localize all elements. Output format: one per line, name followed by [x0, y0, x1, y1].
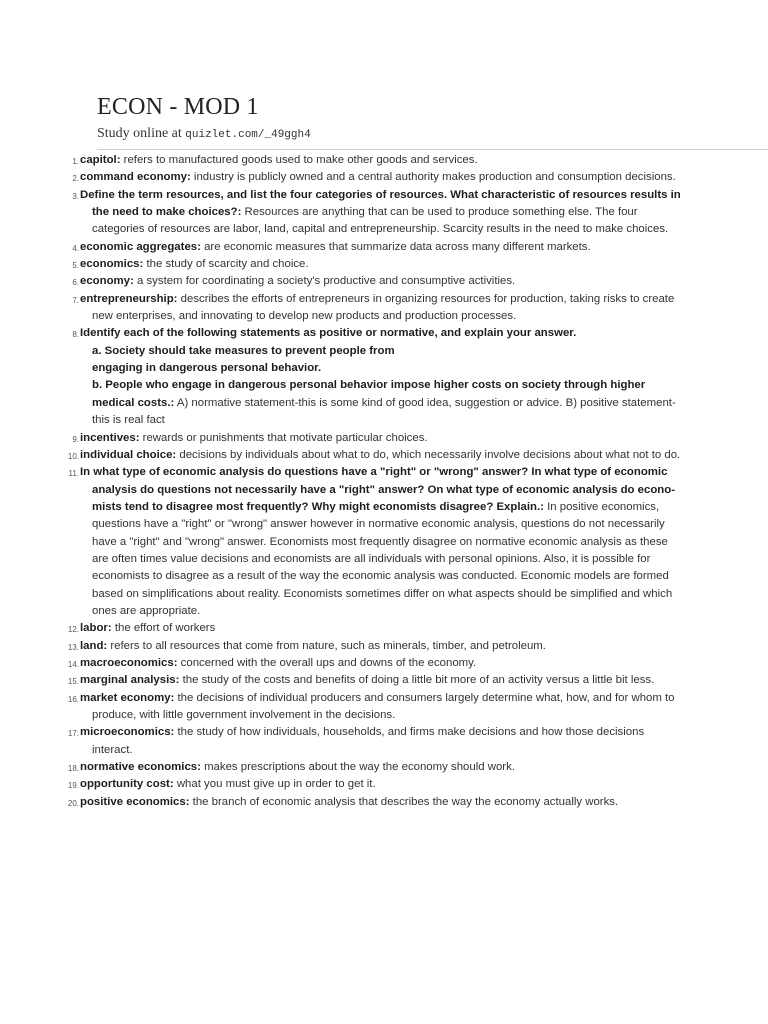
list-item — [64, 672, 684, 689]
item-term: land: — [80, 639, 108, 652]
item-number: 3. — [72, 191, 79, 201]
item-number: 8. — [72, 330, 79, 340]
item-term: command economy: — [80, 171, 191, 184]
item-definition: the study of scarcity and choice. — [143, 258, 309, 271]
item-term: positive economics: — [80, 795, 190, 808]
item-number: 5. — [72, 261, 79, 271]
item-term: In what type of economic analysis do questions have a "right" or "wrong" answer? In what type of economic analysis do questions not necessarily have a "right" answer? On what type of economic analysis do econo- mists tend to disagree most frequently? Why might economists disagree? Explain.: — [80, 466, 676, 513]
item-term: normative economics: — [80, 761, 201, 774]
study-online-prefix: Study online at — [97, 126, 186, 141]
list-item — [64, 655, 684, 672]
list-item — [64, 273, 684, 290]
item-number: 2. — [72, 174, 79, 184]
item-term: marginal analysis: — [80, 674, 180, 687]
item-term: macroeconomics: — [80, 656, 178, 669]
list-item — [64, 620, 684, 637]
list-item — [64, 447, 684, 464]
item-definition: Resources are anything that can be used to produce something else. The four categories of resources are labor, land, capital and entrepreneurship. Scarcity results in the need to make choices. — [92, 206, 669, 236]
list-item — [64, 239, 684, 256]
item-number: 19. — [67, 781, 79, 791]
item-term: economy: — [80, 275, 134, 288]
item-term: microeconomics: — [80, 726, 175, 739]
list-item — [64, 690, 684, 725]
item-question-line: engaging in dangerous personal behavior. — [92, 362, 322, 375]
item-number: 14. — [67, 659, 79, 669]
item-number: 20. — [67, 798, 79, 808]
item-term: economic aggregates: — [80, 240, 201, 253]
list-item — [64, 776, 684, 793]
list-item — [64, 152, 684, 169]
item-number: 16. — [67, 694, 79, 704]
list-item — [64, 169, 684, 186]
item-term: labor: — [80, 622, 112, 635]
item-definition: decisions by individuals about what to do, which necessarily involve decisions about what not to do. — [176, 448, 681, 461]
item-definition: describes the efforts of entrepreneurs in organizing resources for production, taking risks to create new enterprises, and innovating to develop new products and production processes. — [92, 292, 675, 323]
list-item — [64, 325, 684, 429]
item-definition: makes prescriptions about the way the economy should work. — [200, 761, 515, 774]
item-number: 9. — [72, 434, 79, 444]
item-number: 10. — [67, 451, 79, 461]
item-term: capitol: — [80, 154, 121, 166]
page-title: ECON - MOD 1 — [97, 94, 259, 120]
item-number: 12. — [67, 625, 79, 635]
item-number: 6. — [72, 278, 79, 288]
item-definition: In positive economics, questions have a "right" or "wrong" answer however in normative economic analysis, questions do not necessarily have a "right" and "wrong" answer. Economists most frequently disagree on normative economic analysis as these are often times value decisions and economists are all individuals with personal opinions. Also, it is possible for economists to disagree as a result of the way the economic analysis was conducted. Economic models are formed based on simplifications about reality. Economists sometimes differ on what aspects should be simplified and which ones are appropriate. — [92, 500, 673, 617]
item-number: 17. — [67, 729, 79, 739]
list-item — [64, 759, 684, 776]
item-number: 11. — [68, 469, 79, 479]
list-item — [64, 638, 684, 655]
item-definition: concerned with the overall ups and downs of the economy. — [177, 656, 477, 669]
item-term: economics: — [80, 258, 144, 271]
item-question-line: b. People who engage in dangerous personal behavior impose higher costs on society through higher medical costs.: — [92, 379, 646, 409]
item-definition: A) normative statement-this is some kind of good idea, suggestion or advice. B) positive statement-this is real fact — [92, 396, 676, 427]
item-definition: the study of how individuals, households, and firms make decisions and how those decisions interact. — [92, 726, 645, 756]
header-divider — [97, 149, 768, 150]
item-number: 15. — [67, 677, 79, 687]
item-definition: refers to manufactured goods used to make other goods and services. — [120, 154, 478, 166]
item-term: entrepreneurship: — [80, 292, 178, 305]
item-definition: rewards or punishments that motivate particular choices. — [139, 431, 428, 444]
item-number: 1. — [72, 157, 79, 166]
item-number: 4. — [72, 243, 79, 253]
item-number: 7. — [72, 295, 79, 305]
item-question-line: a. Society should take measures to prevent people from — [92, 344, 395, 357]
item-term: market economy: — [80, 691, 175, 704]
list-item — [64, 794, 684, 811]
item-term: incentives: — [80, 431, 140, 444]
item-definition: industry is publicly owned and a central authority makes production and consumption decisions. — [190, 171, 676, 184]
item-definition: the decisions of individual producers and consumers largely determine what, how, and for whom to produce, with little government involvement in the decisions. — [92, 691, 675, 721]
study-url-link[interactable]: quizlet.com/_49ggh4 — [185, 129, 311, 141]
item-term: Define the term resources, and list the four categories of resources. What characteristic of resources results in the need to make choices?: — [80, 188, 681, 219]
item-definition: what you must give up in order to get it. — [173, 778, 376, 791]
list-item — [64, 464, 684, 620]
item-number: 13. — [67, 642, 79, 652]
item-term: individual choice: — [80, 448, 177, 461]
list-item — [64, 430, 684, 447]
item-definition: the study of the costs and benefits of doing a little bit more of an activity versus a little bit less. — [179, 674, 655, 687]
list-item — [64, 291, 684, 326]
item-definition: are economic measures that summarize data across many different markets. — [200, 240, 591, 253]
item-definition: a system for coordinating a society's productive and consumptive activities. — [133, 275, 516, 288]
item-term: opportunity cost: — [80, 778, 174, 791]
item-definition: the branch of economic analysis that describes the way the economy actually works. — [189, 795, 619, 808]
list-item — [64, 256, 684, 273]
item-definition: refers to all resources that come from nature, such as minerals, timber, and petroleum. — [107, 639, 546, 652]
item-question-line: Identify each of the following statements as positive or normative, and explain your answer. — [80, 327, 577, 340]
list-item — [64, 724, 684, 759]
item-number: 18. — [67, 764, 79, 774]
item-definition: the effort of workers — [111, 622, 216, 635]
study-online-line — [97, 126, 311, 142]
flashcard-list — [64, 152, 684, 811]
list-item — [64, 187, 684, 239]
